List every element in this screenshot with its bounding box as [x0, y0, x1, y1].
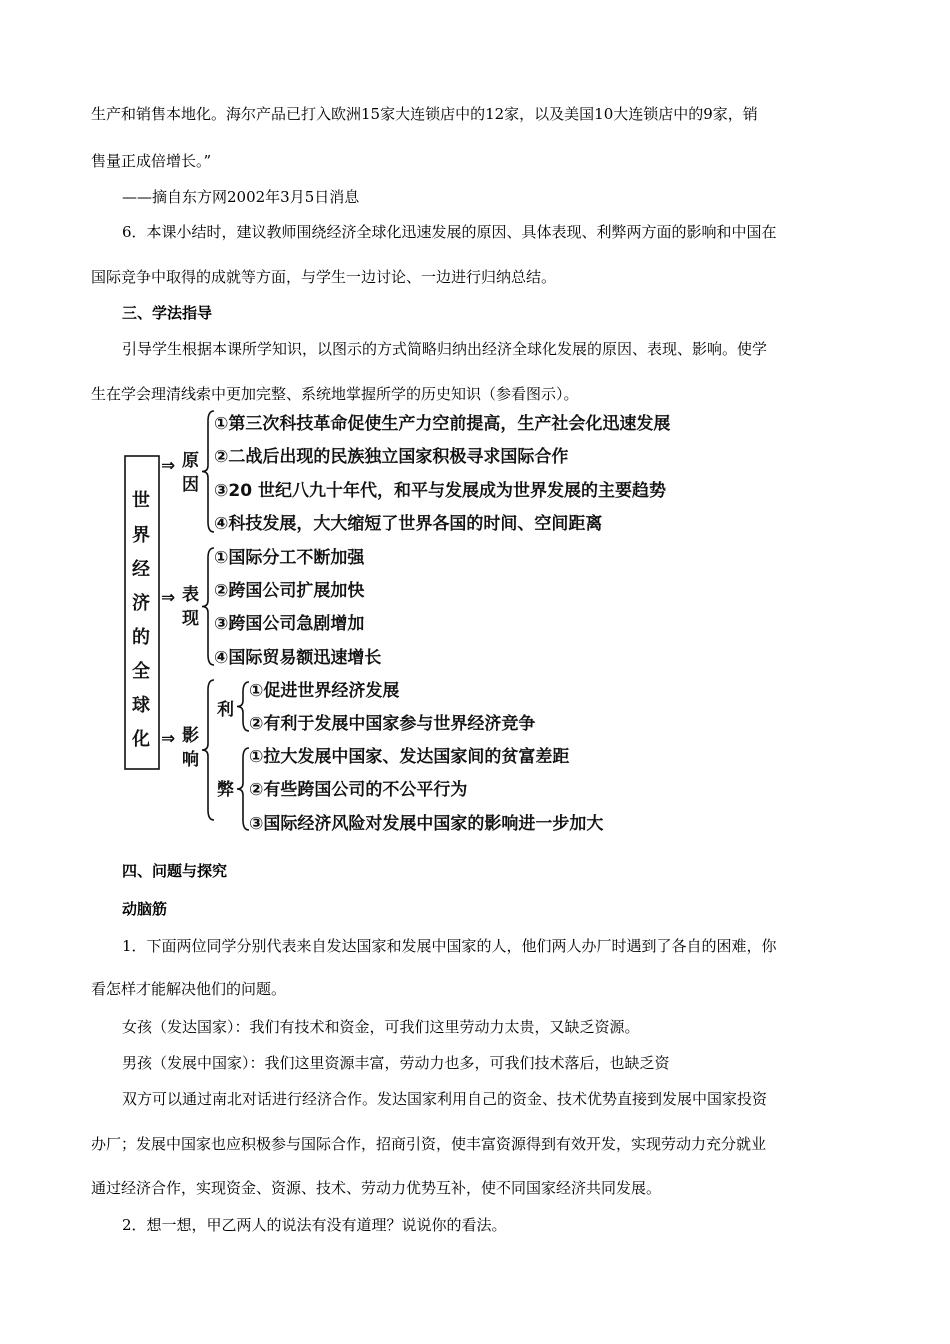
reason-item: ②二战后出现的民族独立国家积极寻求国际合作 [214, 447, 569, 467]
main-topic-char: 全 [132, 661, 150, 682]
arrow-icon: ⇒ [161, 729, 176, 749]
main-topic-char: 界 [132, 525, 150, 546]
paragraph-line: 双方可以通过南北对话进行经济合作。发达国家利用自己的资金、技术优势直接到发展中国家投资 [122, 1090, 768, 1108]
paragraph-line: 1．下面两位同学分别代表来自发达国家和发展中国家的人，他们两人办厂时遇到了各自的困难，你 [122, 937, 777, 955]
source-note: ——摘自东方网2002年3月5日消息 [122, 188, 360, 206]
arrow-icon: ⇒ [161, 456, 176, 476]
section-heading: 四、问题与探究 [122, 862, 228, 880]
cons-item: ②有些跨国公司的不公平行为 [249, 780, 468, 800]
paragraph-line: 2．想一想，甲乙两人的说法有没有道理？说说你的看法。 [122, 1216, 507, 1234]
section-heading: 三、学法指导 [122, 304, 213, 322]
paragraph-line: 国际竞争中取得的成就等方面，与学生一边讨论、一边进行归纳总结。 [91, 268, 557, 286]
category-label-reasons: 原 [182, 451, 199, 471]
subheading: 动脑筋 [122, 900, 168, 918]
paragraph-line: 看怎样才能解决他们的问题。 [91, 980, 287, 998]
arrow-icon: ⇒ [161, 588, 176, 608]
category-label-impact: 响 [182, 750, 199, 770]
main-topic-char: 的 [132, 627, 150, 648]
paragraph-line: 办厂；发展中国家也应积极参与国际合作，招商引资，使丰富资源得到有效开发，实现劳动力充分就业 [91, 1135, 767, 1153]
pros-label: 利 [217, 700, 234, 720]
category-label-impact: 影 [182, 726, 199, 746]
main-topic-char: 经 [132, 559, 150, 580]
paragraph-line: 引导学生根据本课所学知识，以图示的方式简略归纳出经济全球化发展的原因、表现、影响。使学 [122, 340, 768, 358]
manifest-item: ③跨国公司急剧增加 [214, 614, 365, 634]
dialogue-line: 男孩（发展中国家）：我们这里资源丰富，劳动力也多，可我们技术落后，也缺乏资 [122, 1054, 670, 1072]
main-topic-char: 化 [132, 729, 150, 750]
reason-item: ④科技发展，大大缩短了世界各国的时间、空间距离 [214, 514, 603, 534]
reason-item: ③20 世纪八九十年代，和平与发展成为世界发展的主要趋势 [214, 481, 666, 501]
category-label-reasons: 因 [182, 475, 199, 495]
paragraph-line: 生产和销售本地化。海尔产品已打入欧洲15家大连锁店中的12家，以及美国10大连锁店中的9家，销 [91, 105, 758, 123]
category-label-manifest: 现 [182, 609, 199, 629]
manifest-item: ②跨国公司扩展加快 [214, 581, 365, 601]
manifest-brace [202, 548, 214, 665]
paragraph-line: 生在学会理清线索中更加完整、系统地掌握所学的历史知识（参看图示）。 [91, 385, 579, 403]
dialogue-line: 女孩（发达国家）：我们有技术和资金，可我们这里劳动力太贵，又缺乏资源。 [122, 1018, 640, 1036]
main-topic-char: 济 [132, 593, 150, 614]
cons-item: ①拉大发展中国家、发达国家间的贫富差距 [249, 747, 570, 767]
main-topic-char: 世 [132, 490, 150, 511]
category-label-manifest: 表 [182, 585, 199, 605]
impact-brace [202, 680, 214, 820]
reason-item: ①第三次科技革命促使生产力空前提高，生产社会化迅速发展 [214, 414, 671, 434]
paragraph-line: 6．本课小结时，建议教师围绕经济全球化迅速发展的原因、具体表现、利弊两方面的影响和中国在 [122, 223, 777, 241]
pros-brace [237, 682, 249, 731]
cons-brace [237, 748, 249, 830]
reasons-brace [202, 411, 214, 532]
cons-label: 弊 [217, 780, 234, 800]
main-topic-char: 球 [132, 695, 150, 716]
paragraph-line: 通过经济合作，实现资金、资源、技术、劳动力优势互补，使不同国家经济共同发展。 [91, 1179, 662, 1197]
cons-item: ③国际经济风险对发展中国家的影响进一步加大 [249, 814, 604, 834]
manifest-item: ①国际分工不断加强 [214, 548, 365, 568]
pros-item: ①促进世界经济发展 [249, 681, 400, 701]
manifest-item: ④国际贸易额迅速增长 [214, 648, 382, 668]
pros-item: ②有利于发展中国家参与世界经济竞争 [249, 714, 536, 734]
paragraph-line: 售量正成倍增长。” [91, 152, 212, 170]
